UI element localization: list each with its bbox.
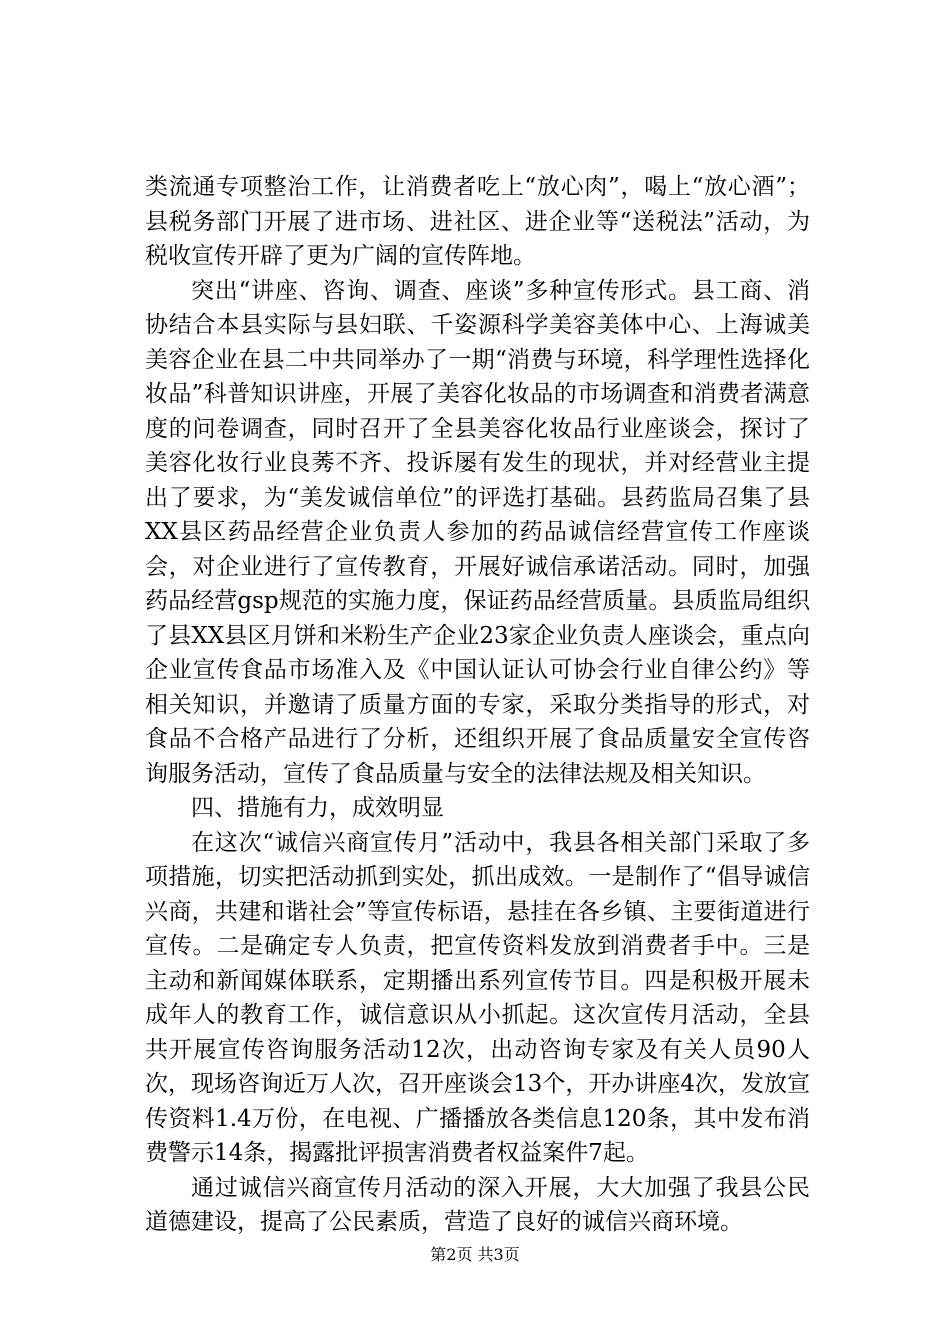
paragraph-2: 突出“讲座、咨询、调查、座谈”多种宣传形式。县工商、消协结合本县实际与县妇联、千姿源科学美容美体中心、上海诚美美容企业在县二中共同举办了一期“消费与环境，科学理性选择化妆品”科普知识讲座，开展了美容化妆品的市场调查和消费者满意度的问卷调查，同时召开了全县美容化妆品行业座谈会，探讨了美容化妆行业良莠不齐、投诉屡有发生的现状，并对经营业主提出了要求，为“美发诚信单位”的评选打基础。县药监局召集了县XX县区药品经营企业负责人参加的药品诚信经营宣传工作座谈会，对企业进行了宣传教育，开展好诚信承诺活动。同时，加强药品经营gsp规范的实施力度，保证药品经营质量。县质监局组织了县XX县区月饼和米粉生产企业23家企业负责人座谈会，重点向企业宣传食品市场准入及《中国认证认可协会行业自律公约》等相关知识，并邀请了质量方面的专家，采取分类指导的形式，对食品不合格产品进行了分析，还组织开展了食品质量安全宣传咨询服务活动，宣传了食品质量与安全的法律法规及相关知识。	[145, 277, 810, 787]
paragraph-4: 通过诚信兴商宣传月活动的深入开展，大大加强了我县公民道德建设，提高了公民素质，营造了良好的诚信兴商环境。	[145, 1174, 810, 1235]
page-footer: 第2页 共3页	[430, 1245, 520, 1264]
section-heading: 四、措施有力，成效明显	[191, 795, 444, 821]
paragraph-3: 在这次“诚信兴商宣传月”活动中，我县各相关部门采取了多项措施，切实把活动抓到实处，抓出成效。一是制作了“倡导诚信兴商，共建和谐社会”等宣传标语，悬挂在各乡镇、主要街道进行宣传。二是确定专人负责，把宣传资料发放到消费者手中。三是主动和新闻媒体联系，定期播出系列宣传节目。四是积极开展未成年人的教育工作，诚信意识从小抓起。这次宣传月活动，全县共开展宣传咨询服务活动12次，出动咨询专家及有关人员90人次，现场咨询近万人次，召开座谈会13个，开办讲座4次，发放宣传资料1.4万份，在电视、广播播放各类信息120条，其中发布消费警示14条，揭露批评损害消费者权益案件7起。	[145, 829, 810, 1166]
paragraph-1: 类流通专项整治工作，让消费者吃上“放心肉”，喝上“放心酒”；县税务部门开展了进市场、进社区、进企业等“送税法”活动，为税收宣传开辟了更为广阔的宣传阵地。	[145, 174, 810, 269]
document-body	[145, 170, 810, 1240]
